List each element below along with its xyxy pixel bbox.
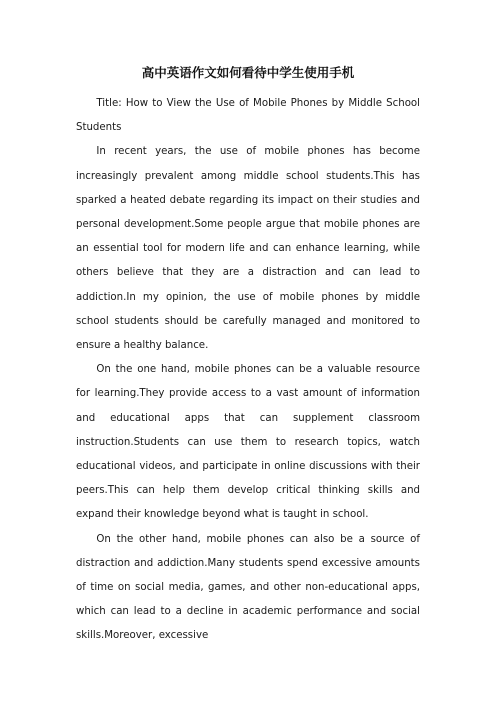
drawbacks-paragraph: On the other hand, mobile phones can also be a source of distraction and addiction.Many students spend excessive amounts of time on social media, games, and other non-educational apps, which can lead to a decline in academic performance and social skills.Moreover, excessive xyxy=(76,533,420,642)
intro-paragraph: In recent years, the use of mobile phones has become increasingly prevalent among middle school students.This has sparked a heated debate regarding its impact on their studies and personal development.Some people argue that mobile phones are an essential tool for modern life and can enhance learning, while others believe that they are a distraction and can lead to addiction.In my opinion, the use of mobile phones by middle school students should be carefully managed and monitored to ensure a healthy balance. xyxy=(76,146,420,352)
essay-title-paragraph: Title: How to View the Use of Mobile Phones by Middle School Students xyxy=(76,98,420,134)
document-body xyxy=(76,92,420,649)
benefits-paragraph: On the one hand, mobile phones can be a valuable resource for learning.They provide access to a vast amount of information and educational apps that can supplement classroom instruction.Students can use them to research topics, watch educational videos, and participate in online discussions with their peers.This can help them develop critical thinking skills and expand their knowledge beyond what is taught in school. xyxy=(76,364,420,521)
document-title: 高中英语作文如何看待中学生使用手机 xyxy=(141,65,355,80)
